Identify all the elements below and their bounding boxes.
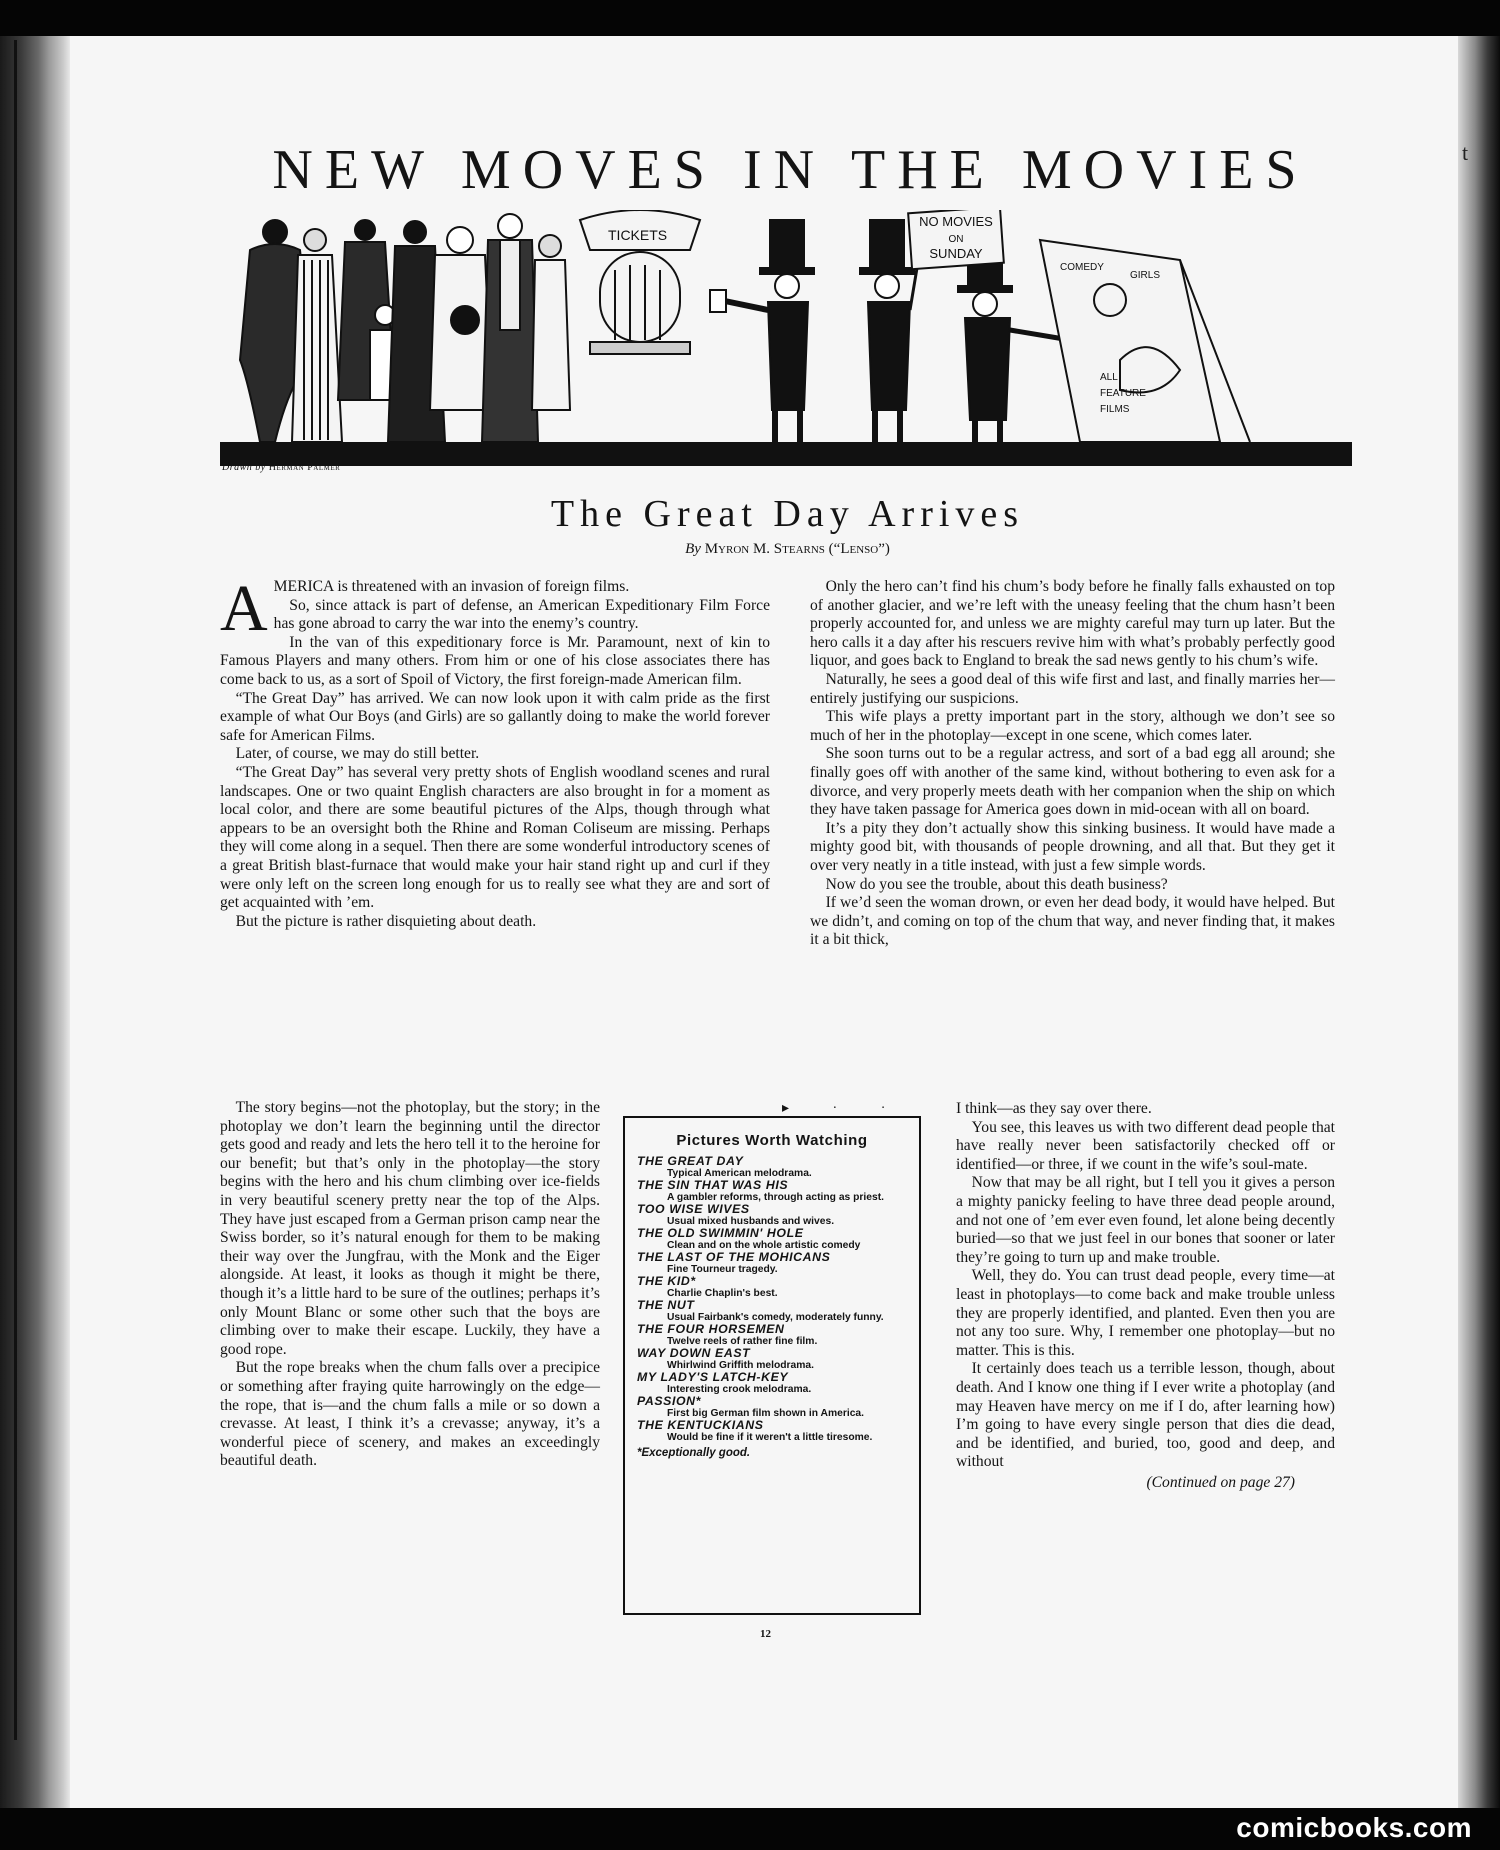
film-title: THE FOUR HORSEMEN [637,1322,785,1336]
column-left-bottom [220,1099,600,1471]
tickets-sign-text: TICKETS [608,227,668,243]
poster-top-1: COMEDY [1060,262,1104,273]
continued-note: (Continued on page 27) [1146,1473,1295,1491]
film-description: Charlie Chaplin's best. [667,1288,778,1299]
column-left-top [220,572,770,931]
cartoon-illustration [220,210,1352,466]
film-list-item [637,1179,907,1203]
paragraph: In the van of this expeditionary force is Mr. Paramount, next of kin to Famous Players and many others. From him or one of his close associates there has come back to us, as a sort of Spoil of Victory, the first foreign-made American film. [220,633,770,688]
film-title: THE KENTUCKIANS [637,1418,764,1432]
film-list-item [637,1227,907,1251]
film-description: Typical American melodrama. [667,1168,812,1179]
poster-line-2: FEATURE [1100,388,1146,399]
credit-prefix: Drawn by [222,462,266,473]
paragraph: You see, this leaves us with two different dead people that have really never been satisfactorily checked off or identified—or three, if we count in the wife’s soul-mate. [956,1118,1335,1173]
poster-line-3: FILMS [1100,404,1130,415]
film-description: Usual Fairbank's comedy, moderately funny. [667,1312,884,1323]
film-title: PASSION* [637,1394,702,1408]
drop-cap: A [220,572,268,645]
paragraph: Now do you see the trouble, about this death business? [825,875,1168,893]
film-title: THE NUT [637,1298,695,1312]
film-title: THE OLD SWIMMIN' HOLE [637,1226,804,1240]
sign-line-3: SUNDAY [929,246,983,261]
credit-name: Herman Palmer [268,462,341,473]
paragraph-text: MERICA is threatened with an invasion of foreign films. [273,578,630,595]
paragraph: Well, they do. You can trust dead people, every time—at least in photoplays—to come back and make trouble unless they are properly identified, and planted. Even then you are not any too sure. Why, I remember one photoplay—but no matter. This is this. [956,1267,1335,1359]
paragraph: If we’d seen the woman drown, or even her dead body, it would have helped. But we didn’t, and coming on top of the chum that way, and never finding that, it makes it a bit thick, [810,894,1335,949]
poster-top-2: GIRLS [1130,270,1161,281]
film-title: THE GREAT DAY [637,1154,744,1168]
paragraph: Later, of course, we may do still better. [235,745,480,763]
article-byline [300,541,1275,558]
ornament-marks: ▸ · · [782,1101,906,1116]
paragraph: Only the hero can’t find his chum’s body before he finally falls exhausted on top of another glacier, and we’re left with the uneasy feeling that the chum hasn’t been properly accounted for, and unless we are mighty careful may turn up later. But the hero calls it a day after his rescuers revive him with what’s probably perfectly good liquor, and goes back to England to break the sad news gently to his chum’s wife. [810,578,1335,670]
film-description: Whirlwind Griffith melodrama. [667,1360,815,1371]
film-description: Fine Tourneur tragedy. [667,1264,778,1275]
watermark: comicbooks.com [1236,1812,1472,1843]
paragraph: It certainly does teach us a terrible lesson, though, about death. And I know one thing if I ever write a photoplay (and may Heaven have mercy on me if I do, after learning how) I’m going to have every single person that dies die dead, and be identified, and buried, too, good and deep, and without [956,1360,1335,1471]
box-footnote: *Exceptionally good. [637,1447,751,1459]
film-list-item [637,1251,907,1275]
film-title: MY LADY'S LATCH-KEY [637,1370,789,1384]
paragraph: It’s a pity they don’t actually show this sinking business. It would have made a mighty good bit, with thousands of people drowning, and all that. But they get it over very neatly in a title instead, with just a few simple words. [810,819,1335,874]
film-description: First big German film shown in America. [667,1408,865,1419]
film-description: Clean and on the whole artistic comedy [667,1240,861,1251]
page-number: 12 [760,1628,771,1640]
film-description: Interesting crook melodrama. [667,1384,812,1395]
film-title: THE LAST OF THE MOHICANS [637,1250,831,1264]
film-list [637,1155,907,1443]
box-title: Pictures Worth Watching [676,1132,868,1149]
film-title: TOO WISE WIVES [637,1202,750,1216]
paragraph: So, since attack is part of defense, an American Expeditionary Film Force has gone abroad to carry the war into the enemy’s country. [273,596,770,633]
illustration-credit [222,462,340,473]
next-page-edge [1458,36,1500,1816]
page-binding-shadow [0,36,70,1816]
pictures-worth-watching-box [623,1116,921,1615]
paragraph: She soon turns out to be a regular actress, and sort of a bad egg all around; she finally goes off with another of the same kind, without bothering to even ask for a divorce, and very properly meets death with her companion when the ship on which they have taken passage for America goes down in mid-ocean with all on board. [810,745,1335,819]
film-list-item [637,1371,907,1395]
paragraph: The story begins—not the photoplay, but the story; in the photoplay we don’t learn the beginning until the director gets good and ready and lets the hero tell it to the heroine for our benefit; but that’s only in the photoplay—the story begins with the hero and his chum climbing over ice-fields in very beautiful scenery pretty near the top of the Alps. They have just escaped from a German prison camp near the Swiss border, so it’s natural enough for them to be making their way over the Jungfrau, with the Monk and the Eiger alongside. At least, it looks as though it might be there, though it’s a little hard to be sure of the outlines; perhaps it’s only Mount Blanc or some other such that the boys are climbing over to make their escape. Luckily, they have a good rope. [220,1099,600,1358]
film-list-item [637,1299,907,1323]
paragraph: But the picture is rather disquieting about death. [235,912,537,930]
film-description: Would be fine if it weren't a little tiresome. [667,1432,873,1443]
paragraph: I think—as they say over there. [956,1100,1152,1117]
paragraph: Naturally, he sees a good deal of this wife first and last, and finally marries her—entirely justifying our suspicions. [810,670,1335,707]
binding-rule [14,40,17,1740]
byline-prefix: By [685,541,701,557]
film-list-item [637,1155,907,1179]
film-description: Usual mixed husbands and wives. [667,1216,835,1227]
top-scan-border [0,0,1500,36]
film-title: THE KID* [637,1274,696,1288]
article-title: The Great Day Arrives [550,493,1025,535]
film-list-item [637,1323,907,1347]
film-description: Twelve reels of rather fine film. [667,1336,818,1347]
film-list-item [637,1395,907,1419]
paragraph: This wife plays a pretty important part in the story, although we don’t see so much of her in the photoplay—except in one scene, which comes later. [810,708,1335,744]
column-right-bottom [956,1100,1335,1492]
poster-line-1: ALL [1100,372,1118,383]
paragraph: “The Great Day” has several very pretty shots of English woodland scenes and rural landscapes. One or two quaint English characters are also brought in for a moment as local color, and there are some beautiful pictures of the Alps, though through what appears to be an oversight both the Rhine and Roman Coliseum are missing. Perhaps they will come along in a sequel. Then there are some wonderful introductory scenes of a great British blast-furnace that would make your hair stand right up and curl if they were only left on the screen long enough for us to really see what they are and sort of get acquainted with ’em. [220,763,770,912]
paragraph: “The Great Day” has arrived. We can now look upon it with calm pride as the first example of what Our Boys (and Girls) are so gallantly doing to make the world forever safe for American Films. [220,689,770,744]
paragraph: Now that may be all right, but I tell you it gives a person a mighty panicky feeling to have three dead people around, and not one of ’em ever even found, let alone being decently buried—so that we just feel in our bones that sooner or later they’re going to turn up and make trouble. [956,1174,1335,1266]
film-title: THE SIN THAT WAS HIS [637,1178,789,1192]
film-list-item [637,1275,907,1299]
film-list-item [637,1347,907,1371]
byline-name: Myron M. Stearns (“Lenso”) [704,541,890,557]
sign-line-1: NO MOVIES [919,214,993,229]
film-list-item [637,1419,907,1443]
film-title: WAY DOWN EAST [637,1346,751,1360]
paragraph: But the rope breaks when the chum falls over a precipice or something after fraying quite harrowingly on the edge—the rope, that is—and the chum falls a mile or so down a crevasse. At least, I think it’s a crevasse; anyway, it’s a wonderful piece of scenery, and makes an exceedingly beautiful death. [220,1359,600,1470]
film-description: A gambler reforms, through acting as priest. [667,1192,885,1203]
page-headline: NEW MOVES IN THE MOVIES [272,139,1309,201]
column-right-top [810,578,1335,950]
sign-line-2: ON [948,234,964,245]
film-list-item [637,1203,907,1227]
page-edge-mark: t [1462,140,1469,165]
